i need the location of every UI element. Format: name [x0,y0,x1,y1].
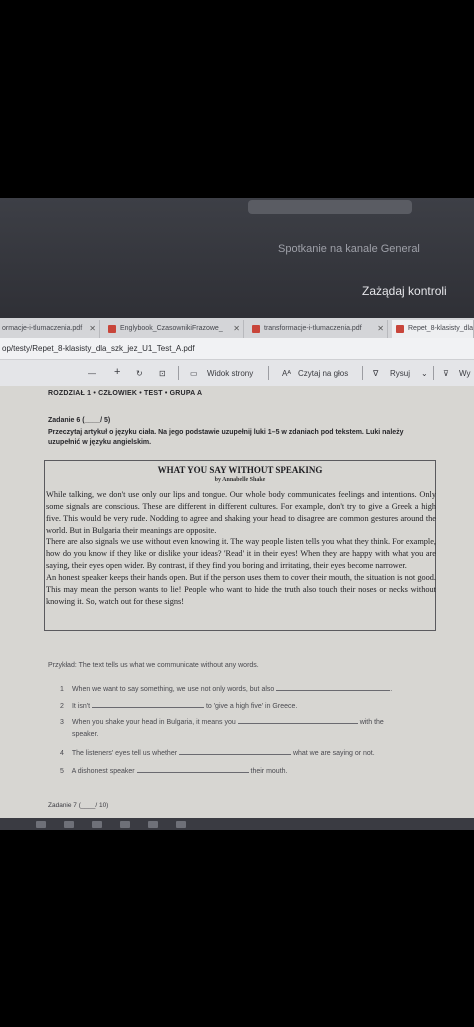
fit-page-icon[interactable]: ⊡ [159,369,166,378]
item-text: When we want to say something, we use not only words, but also [71,686,275,693]
toolbar-divider [268,366,269,380]
answer-blank[interactable] [137,766,249,773]
item-text: to 'give a high five' in Greece. [205,703,298,710]
taskbar-app-icon[interactable] [176,821,186,828]
tab-label: ormacje-i-tlumaczenia.pdf [2,325,83,332]
item-number: 1 [60,686,64,693]
item-text: When you shake your head in Bulgaria, it means you [71,719,236,726]
screen-bezel-bottom [0,830,474,1027]
taskbar-app-icon[interactable] [36,821,46,828]
item-number: 5 [60,768,64,775]
request-control-button[interactable]: Zażądaj kontroli [362,284,447,298]
taskbar-app-icon[interactable] [92,821,102,828]
item-text: with the [359,719,384,726]
browser-tab[interactable] [248,320,388,338]
more-button[interactable]: Wy [459,369,471,378]
exercise-item [60,717,384,726]
task-instruction: Przeczytaj artykuł o języku ciała. Na jego podstawie uzupełnij luki 1–5 w zdaniach pod tekstem. Luki należy uzupełnić w języku angielskim. [48,429,404,446]
answer-blank[interactable] [276,684,393,693]
item-text: . [390,686,393,693]
article-paragraph: An honest speaker keeps their hands open. But if the person uses them to cover their mouth, the situation is not good. This may mean the person wants to lie! People who want to hide the truth also touch their noses or necks without knowing it. So, watch out for these signs! [46,572,436,606]
rotate-icon[interactable]: ↻ [136,369,143,378]
highlight-icon[interactable]: ⊽ [443,369,449,378]
answer-blank[interactable] [92,701,204,708]
page-view-button[interactable]: Widok strony [207,369,254,378]
tab-label: Englybook_CzasownikiFrazowe_ [120,325,223,332]
item-text: A dishonest speaker [71,768,135,775]
article-body [46,489,436,607]
tab-label: Repet_8-klasisty_dla [408,325,473,332]
draw-button[interactable]: Rysuj [390,369,411,378]
page-view-icon[interactable]: ▭ [190,369,198,378]
item-number: 4 [60,750,64,757]
toolbar-divider [362,366,363,380]
browser-tab[interactable] [104,320,244,338]
item-text: what we are saying or not. [292,750,375,757]
article-paragraph: There are also signals we use without even knowing it. The way people listen tells you what they think. For example, how do you know if they like or dislike your ideas? 'Read' it in their eyes! When they are happy with what you are saying, their eyes open wider. By contrast, if they find you boring and irritating, their eyes become narrower. [46,537,436,571]
pdf-icon [396,325,404,333]
address-url[interactable]: op/testy/Repet_8-klasisty_dla_szk_jez_U1_Test_A.pdf [2,344,195,353]
draw-icon[interactable]: ∇ [373,369,379,378]
answer-blank[interactable] [238,717,358,724]
item-text: The listeners' eyes tell us whether [71,750,178,757]
article-author: by Annabelle Shake [214,477,266,483]
browser-tab[interactable] [0,320,100,338]
item-continuation: speaker. [72,731,99,738]
taskbar-app-icon[interactable] [120,821,130,828]
answer-blank[interactable] [179,748,291,755]
close-icon[interactable]: ✕ [377,324,384,333]
toolbar-divider [433,366,434,380]
close-icon[interactable]: ✕ [89,324,96,333]
read-aloud-button[interactable]: Czytaj na głos [298,369,349,378]
task-heading: Zadanie 6 (____/ 5) [48,417,111,424]
tab-label: transformacje-i-tlumaczenia.pdf [264,325,362,332]
zoom-in-button[interactable]: + [114,366,121,378]
pdf-icon [108,325,116,333]
close-icon[interactable]: ✕ [233,324,240,333]
meeting-title: Spotkanie na kanale General [278,243,420,255]
taskbar-app-icon[interactable] [64,821,74,828]
chapter-header: ROZDZIAŁ 1 • CZŁOWIEK • TEST • GRUPA A [48,390,203,397]
meeting-toolbar-strip [248,200,412,214]
article-paragraph: While talking, we don't use only our lips and tongue. Our whole body communicates feelings and intentions. Only some signals are conscious. These are different in different cultures. For example, don't try to give a Greek a high five. This would be very rude. Nodding to agree and shaking your head to disagree are common gestures around the world. But in Bulgaria their meanings are opposite. [46,490,436,535]
item-number: 2 [60,703,64,710]
exercise-item [60,701,297,710]
read-aloud-icon[interactable]: Aᴬ [282,369,291,378]
screen-bezel-top [0,0,474,198]
pdf-icon [252,325,260,333]
item-text: their mouth. [250,768,288,775]
chevron-down-icon[interactable]: ⌄ [421,369,428,378]
zoom-out-button[interactable]: — [88,369,96,378]
exercise-item [60,748,375,757]
item-text: It isn't [71,703,91,710]
item-number: 3 [60,719,64,726]
exercise-item [60,766,287,775]
article-title: WHAT YOU SAY WITHOUT SPEAKING [157,465,323,475]
meeting-banner [0,198,474,318]
browser-tab-bar [0,318,474,338]
example-sentence: Przykład: The text tells us what we communicate without any words. [48,662,259,669]
taskbar-app-icon[interactable] [148,821,158,828]
toolbar-divider [178,366,179,380]
exercise-item [60,684,392,693]
next-task-heading: Zadanie 7 (____/ 10) [48,802,109,809]
browser-tab-active[interactable] [392,320,474,338]
